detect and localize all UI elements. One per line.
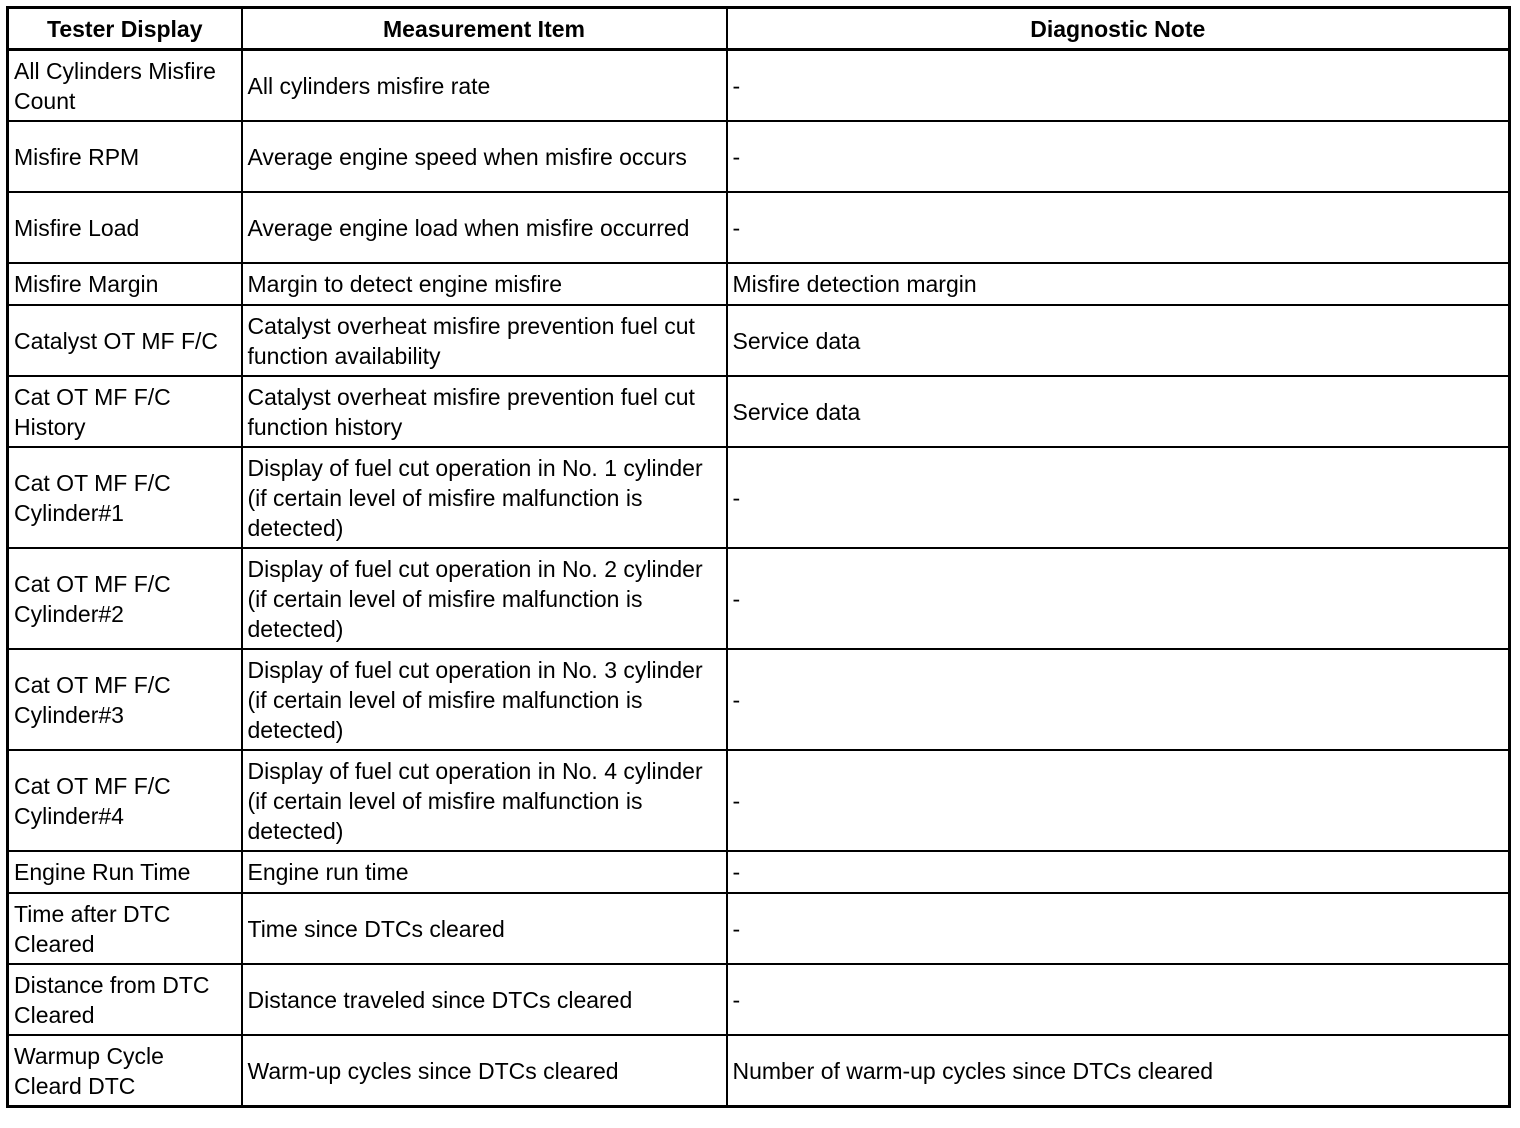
table-row xyxy=(8,750,1510,851)
measurement-item-cell: Distance traveled since DTCs cleared xyxy=(242,964,727,1035)
header-row xyxy=(8,8,1510,50)
tester-display-cell: Misfire RPM xyxy=(8,121,242,192)
tester-display-cell: All Cylinders Misfire Count xyxy=(8,50,242,122)
table-row xyxy=(8,121,1510,192)
tester-display-cell: Cat OT MF F/C Cylinder#2 xyxy=(8,548,242,649)
table-row xyxy=(8,50,1510,122)
table-row xyxy=(8,851,1510,893)
diagnostic-note-cell: - xyxy=(727,192,1510,263)
table-row xyxy=(8,192,1510,263)
tester-display-cell: Misfire Margin xyxy=(8,263,242,305)
diagnostic-note-cell: - xyxy=(727,750,1510,851)
tester-display-cell: Cat OT MF F/C Cylinder#1 xyxy=(8,447,242,548)
diagnostic-note-cell: Misfire detection margin xyxy=(727,263,1510,305)
measurement-item-cell: Average engine speed when misfire occurs xyxy=(242,121,727,192)
measurement-item-cell: Display of fuel cut operation in No. 4 cylinder (if certain level of misfire malfunction is detected) xyxy=(242,750,727,851)
measurement-item-cell: Time since DTCs cleared xyxy=(242,893,727,964)
diagnostic-note-cell: - xyxy=(727,851,1510,893)
tester-display-cell: Distance from DTC Cleared xyxy=(8,964,242,1035)
tester-display-cell: Cat OT MF F/C Cylinder#3 xyxy=(8,649,242,750)
measurement-item-cell: Warm-up cycles since DTCs cleared xyxy=(242,1035,727,1107)
table-row xyxy=(8,447,1510,548)
data-table xyxy=(6,6,1511,1108)
measurement-item-cell: Display of fuel cut operation in No. 2 cylinder (if certain level of misfire malfunction is detected) xyxy=(242,548,727,649)
tester-display-cell: Cat OT MF F/C History xyxy=(8,376,242,447)
measurement-item-cell: Engine run time xyxy=(242,851,727,893)
measurement-item-cell: Display of fuel cut operation in No. 1 cylinder (if certain level of misfire malfunction is detected) xyxy=(242,447,727,548)
measurement-item-cell: Display of fuel cut operation in No. 3 cylinder (if certain level of misfire malfunction is detected) xyxy=(242,649,727,750)
tester-display-cell: Warmup Cycle Cleard DTC xyxy=(8,1035,242,1107)
tester-display-cell: Engine Run Time xyxy=(8,851,242,893)
table-row xyxy=(8,964,1510,1035)
tester-display-cell: Time after DTC Cleared xyxy=(8,893,242,964)
measurement-item-cell: Margin to detect engine misfire xyxy=(242,263,727,305)
column-header-measurement-item: Measurement Item xyxy=(242,8,727,50)
diagnostic-note-cell: - xyxy=(727,50,1510,122)
table-row xyxy=(8,376,1510,447)
diagnostic-note-cell: - xyxy=(727,447,1510,548)
measurement-item-cell: Catalyst overheat misfire prevention fuel cut function history xyxy=(242,376,727,447)
measurement-item-cell: All cylinders misfire rate xyxy=(242,50,727,122)
column-header-diagnostic-note: Diagnostic Note xyxy=(727,8,1510,50)
table-row xyxy=(8,649,1510,750)
column-header-tester-display: Tester Display xyxy=(8,8,242,50)
diagnostic-note-cell: - xyxy=(727,964,1510,1035)
table-row xyxy=(8,893,1510,964)
diagnostic-note-cell: - xyxy=(727,548,1510,649)
table-row xyxy=(8,548,1510,649)
diagnostic-note-cell: Service data xyxy=(727,376,1510,447)
measurement-item-cell: Average engine load when misfire occurred xyxy=(242,192,727,263)
measurement-item-cell: Catalyst overheat misfire prevention fuel cut function availability xyxy=(242,305,727,376)
diagnostic-note-cell: - xyxy=(727,893,1510,964)
table-row xyxy=(8,305,1510,376)
table-row xyxy=(8,263,1510,305)
diagnostic-note-cell: Number of warm-up cycles since DTCs cleared xyxy=(727,1035,1510,1107)
tester-display-cell: Catalyst OT MF F/C xyxy=(8,305,242,376)
diagnostic-note-cell: - xyxy=(727,121,1510,192)
table-row xyxy=(8,1035,1510,1107)
tester-display-cell: Cat OT MF F/C Cylinder#4 xyxy=(8,750,242,851)
diagnostic-note-cell: - xyxy=(727,649,1510,750)
tester-display-cell: Misfire Load xyxy=(8,192,242,263)
diagnostic-note-cell: Service data xyxy=(727,305,1510,376)
